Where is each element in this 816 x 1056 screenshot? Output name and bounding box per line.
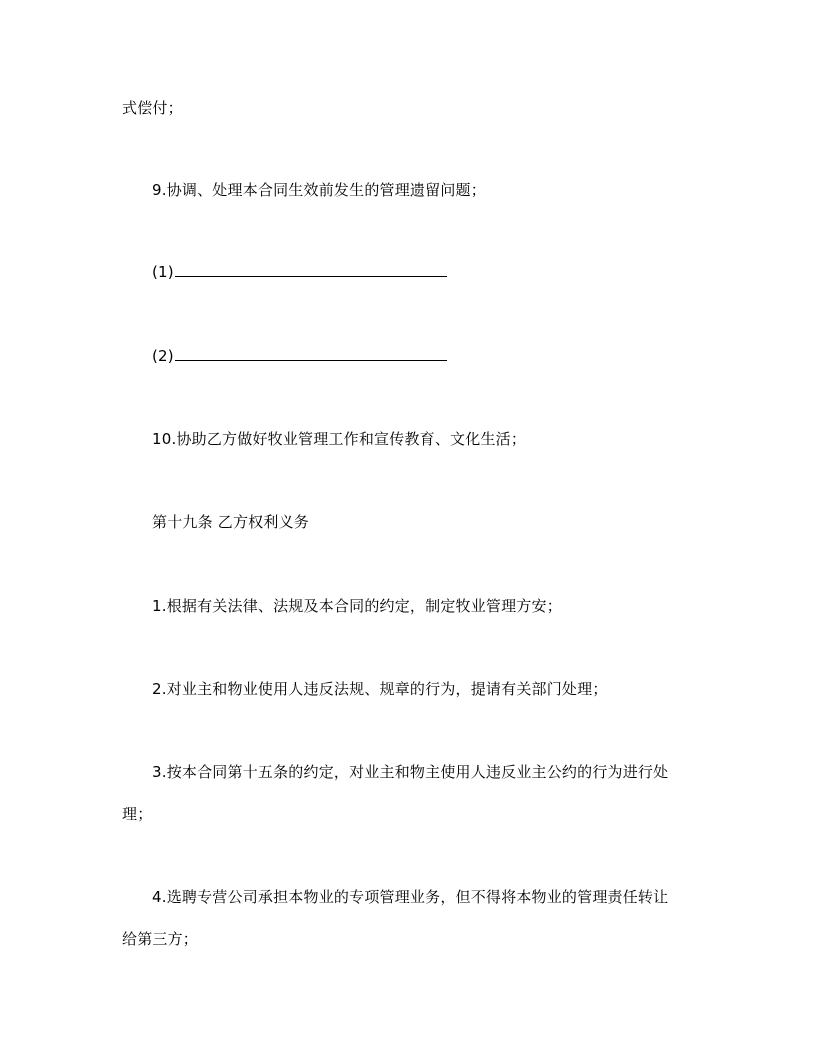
clause-item-1: 1.根据有关法律、法规及本合同的约定，制定牧业管理方安； [152,597,562,615]
fill-in-blank-line [175,262,447,277]
paragraph-continuation: 式偿付； [122,99,183,117]
blank-item-label: (1) [152,263,174,281]
blank-item-label: (2) [152,347,174,365]
clause-item-2: 2.对业主和物业使用人违反法规、规章的行为，提请有关部门处理； [152,680,608,698]
clause-item-4-continuation: 给第三方； [122,930,199,948]
fill-in-blank-line [175,346,447,361]
blank-item-1 [152,262,447,282]
clause-item-3: 3.按本合同第十五条的约定，对业主和物主使用人违反业主公约的行为进行处 [152,763,669,781]
clause-item-4: 4.选聘专营公司承担本物业的专项管理业务，但不得将本物业的管理责任转让 [152,888,669,906]
clause-item-3-continuation: 理； [122,805,153,823]
clause-item-10: 10.协助乙方做好牧业管理工作和宣传教育、文化生活； [152,430,527,448]
clause-item-9: 9.协调、处理本合同生效前发生的管理遗留问题； [152,181,486,199]
blank-item-2 [152,346,447,366]
article-heading: 第十九条 乙方权利义务 [152,513,309,531]
